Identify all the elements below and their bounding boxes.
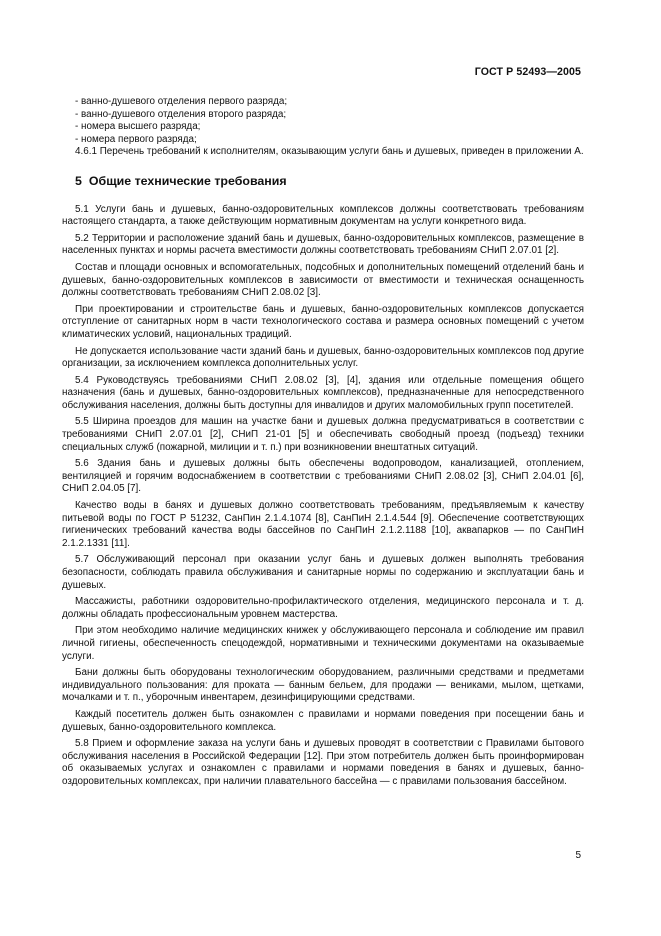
section-title: Общие технические требования xyxy=(88,173,287,188)
paragraph: 5.8 Прием и оформление заказа на услуги бань и душевых проводят в соответствии с Правилами бытового обслуживания населения в Российской Федерации [12]. При этом потребитель должен быть проинформирован об оказываемых услугах и ознакомлен с правилами и нормами поведения в банях и душевых, банно-оздоровительных комплексах, при наличии плавательного бассейна — с правилами пользования бассейном. xyxy=(62,738,584,787)
document-body xyxy=(62,96,584,789)
paragraph-4-6-1: 4.6.1 Перечень требований к исполнителям, оказывающим услуги бань и душевых, приведен в приложении А. xyxy=(75,146,584,158)
page-number: 5 xyxy=(575,850,581,861)
paragraph: Каждый посетитель должен быть ознакомлен с правилами и нормами поведения при посещении бань и душевых, банно-оздоровительного комплекса. xyxy=(62,708,584,733)
paragraph: Состав и площади основных и вспомогательных, подсобных и дополнительных помещений отделений бань и душевых, банно-оздоровительных комплексов в зависимости от вместимости и техническая оснащенность должны соответствовать требованиям СНиП 2.08.02 [3]. xyxy=(62,261,584,299)
list-item: - номера первого разряда; xyxy=(75,133,197,145)
paragraph: Массажисты, работники оздоровительно-профилактического отделения, медицинского персонала и т. д. должны обладать профессиональным уровнем мастерства. xyxy=(62,596,584,620)
paragraph: 5.1 Услуги бань и душевых, банно-оздоровительных комплексов должны соответствовать требованиям настоящего стандарта, а также действующим нормативным документам на услуги конкретного вида. xyxy=(62,203,584,228)
section-heading xyxy=(62,175,584,188)
paragraph: При проектировании и строительстве бань и душевых, банно-оздоровительных комплексов допускается отступление от санитарных норм в части технологического состава и размера основных помещений с учетом климатических условий, национальных традиций. xyxy=(62,303,584,340)
standard-header: ГОСТ Р 52493—2005 xyxy=(474,66,581,78)
list-item: - ванно-душевого отделения второго разряда; xyxy=(75,108,287,120)
paragraph: При этом необходимо наличие медицинских книжек у обслуживающего персонала и соблюдение им правил личной гигиены, обеспеченность спецодеждой, нормативными и техническими документами на оказываемые услуги. xyxy=(62,625,584,662)
paragraph: 5.4 Руководствуясь требованиями СНиП 2.08.02 [3], [4], здания или отдельные помещения общего назначения (бань и душевых, банно-оздоровительных комплексов), предназначенные для непосредственного обслуживания населения, должны быть доступны для инвалидов и других маломобильных групп посетителей. xyxy=(62,374,584,411)
paragraph: 5.6 Здания бань и душевых должны быть обеспечены водопроводом, канализацией, отоплением, вентиляцией и горячим водоснабжением в соответствии с требованиями СНиП 2.08.02 [3], СНиП 2.04.01 [6], СНиП 2.04.05 [7]. xyxy=(62,458,584,495)
paragraph: Бани должны быть оборудованы технологическим оборудованием, различными средствами и предметами индивидуального пользования: для проката — банным бельем, для продажи — вениками, мылом, щетками, мочалками и т. п., уборочным инвентарем, дезинфицирующими средствами. xyxy=(62,667,584,704)
paragraph: 5.7 Обслуживающий персонал при оказании услуг бань и душевых должен выполнять требования безопасности, соблюдать правила обслуживания и санитарные нормы по содержанию и эксплуатации бань и душевых. xyxy=(62,554,584,591)
paragraph: Качество воды в банях и душевых должно соответствовать требованиям, предъявляемым к качеству питьевой воды по ГОСТ Р 51232, СанПин 2.1.4.1074 [8], СанПиН 2.1.4.544 [9]. Обеспечение соответствующих гигиенических требований качества воды бассейнов по СанПиН 2.1.2.1188 [10], аквапарков — по СанПиН 2.1.2.1331 [11]. xyxy=(62,500,584,549)
paragraph: Не допускается использование части зданий бань и душевых, банно-оздоровительных комплексов под другие организации, за исключением комплекса дополнительных услуг. xyxy=(62,345,584,370)
list-item: - ванно-душевого отделения первого разряда; xyxy=(75,96,288,107)
section-number: 5 xyxy=(75,173,82,188)
list-item: - номера высшего разряда; xyxy=(75,121,201,133)
paragraph: 5.2 Территории и расположение зданий бань и душевых, банно-оздоровительных комплексов, размещение в населенных пунктах и нормы расчета вместимости должны соответствовать требованиям СНиП 2.07.01 [2]. xyxy=(62,232,584,257)
paragraph: 5.5 Ширина проездов для машин на участке бани и душевых должна предусматриваться в соответствии с требованиями СНиП 2.07.01 [2], СНиП 21-01 [5] и обеспечивать свободный проезд (подъезд) техники специальных служб (пожарной, милиции и т. п.) при возникновении внештатных ситуаций. xyxy=(62,416,584,453)
